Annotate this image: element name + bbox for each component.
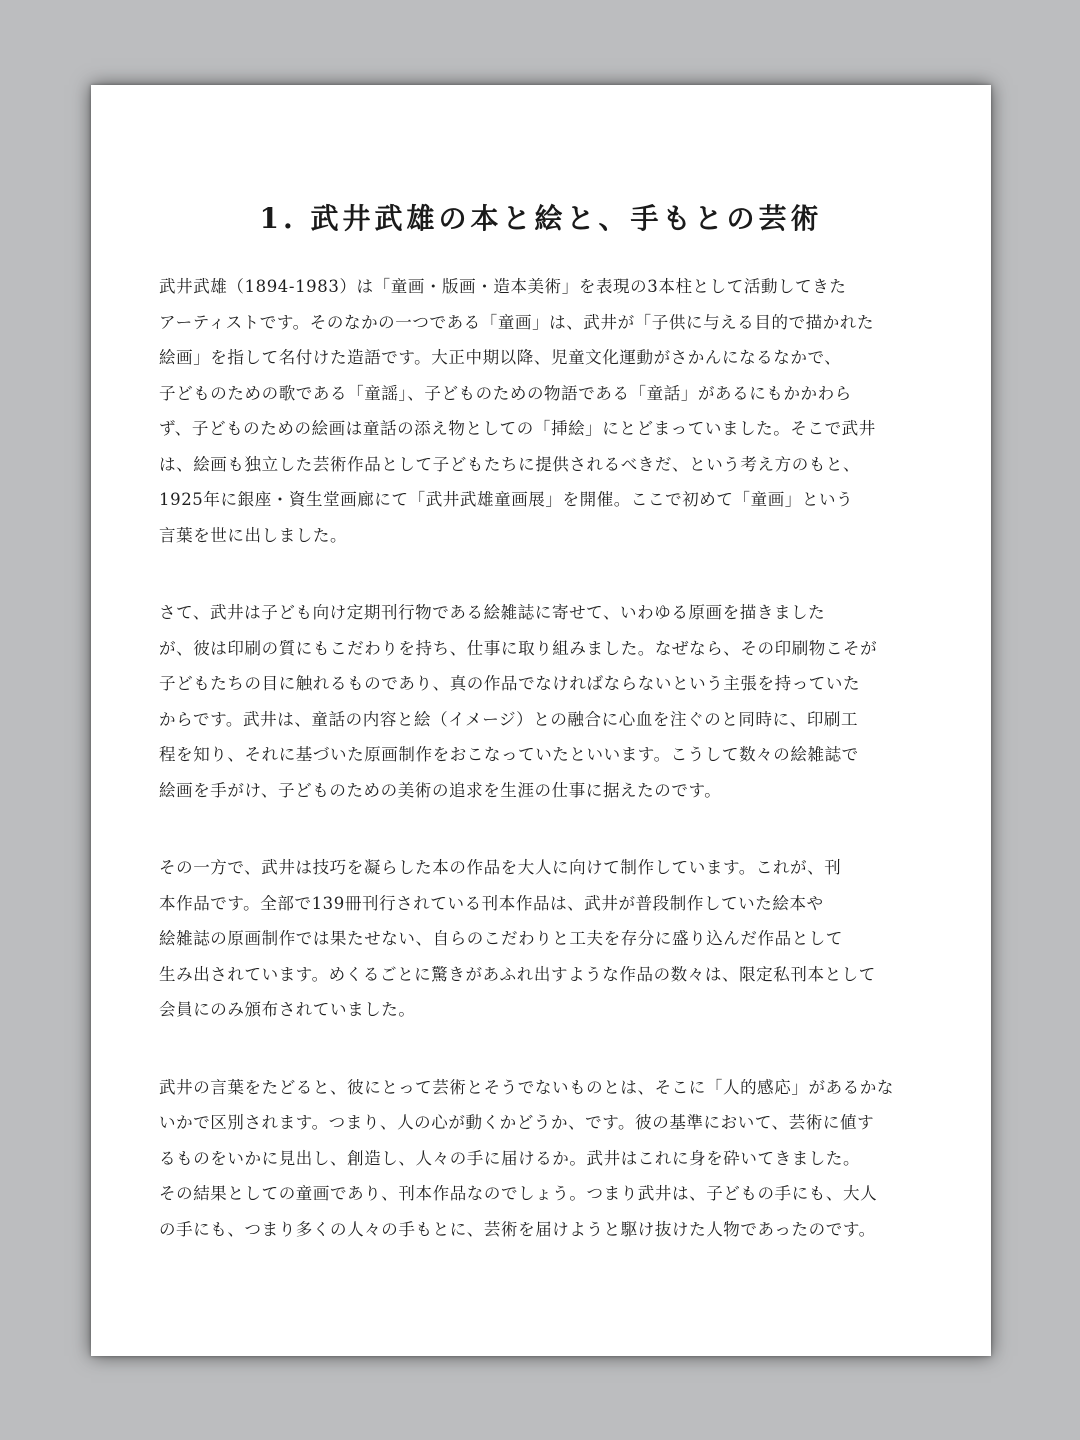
text-line: 絵画」を指して名付けた造語です。大正中期以降、児童文化運動がさかんになるなかで、: [159, 348, 842, 367]
text-line: からです。武井は、童話の内容と絵（イメージ）との融合に心血を注ぐのと同時に、印刷工: [159, 709, 859, 729]
text-line: 1925年に銀座・資生堂画廊にて「武井武雄童画展」を開催。ここで初めて「童画」という: [159, 490, 854, 509]
text-line: 生み出されています。めくるごとに驚きがあふれ出すような作品の数々は、限定私刊本として: [159, 964, 876, 984]
text-line: 本作品です。全部で139冊刊行されている刊本作品は、武井が普段制作していた絵本や: [159, 893, 824, 913]
text-line: 武井武雄（1894-1983）は「童画・版画・造本美術」を表現の3本柱として活動してきた: [159, 277, 847, 296]
text-line: が、彼は印刷の質にもこだわりを持ち、仕事に取り組みました。なぜなら、その印刷物こそが: [159, 638, 878, 658]
text-line: 絵雑誌の原画制作では果たせない、自らのこだわりと工夫を存分に盛り込んだ作品として: [159, 929, 843, 948]
text-line: は、絵画も独立した芸術作品として子どもたちに提供されるべきだ、という考え方のもと、: [159, 454, 861, 474]
page-title: 1. 武井武雄の本と絵と、手もとの芸術: [259, 202, 823, 235]
text-line: るものをいかに見出し、創造し、人々の手に届けるか。武井はこれに身を砕いてきました。: [159, 1148, 861, 1168]
paragraph: [159, 269, 923, 553]
text-line: ず、子どものための絵画は童話の添え物としての「挿絵」にとどまっていました。そこで武井: [159, 419, 876, 438]
text-line: 絵画を手がけ、子どものための美術の追求を生涯の仕事に据えたのです。: [159, 780, 722, 800]
text-line: 言葉を世に出しました。: [159, 525, 348, 545]
text-line: いかで区別されます。つまり、人の心が動くかどうか、です。彼の基準において、芸術に値す: [159, 1113, 875, 1132]
text-line: 程を知り、それに基づいた原画制作をおこなっていたといいます。こうして数々の絵雑誌で: [159, 745, 859, 764]
paragraph: [159, 595, 923, 808]
text-line: その結果としての童画であり、刊本作品なのでしょう。つまり武井は、子どもの手にも、大人: [159, 1184, 878, 1203]
text-line: その一方で、武井は技巧を凝らした本の作品を大人に向けて制作しています。これが、刊: [159, 858, 842, 877]
text-line: 武井の言葉をたどると、彼にとって芸術とそうでないものとは、そこに「人的感応」があるかな: [159, 1077, 894, 1097]
paragraph: [159, 850, 923, 1028]
text-line: 子どもたちの目に触れるものであり、真の作品でなければならないという主張を持っていた: [159, 674, 861, 693]
body-text: [159, 269, 923, 1289]
text-line: アーティストです。そのなかの一つである「童画」は、武井が「子供に与える目的で描かれた: [159, 312, 875, 332]
text-line: さて、武井は子ども向け定期刊行物である絵雑誌に寄せて、いわゆる原画を描きました: [159, 603, 826, 622]
document-page: [91, 85, 991, 1356]
text-line: の手にも、つまり多くの人々の手もとに、芸術を届けようと駆け抜けた人物であったのです。: [159, 1219, 876, 1239]
paragraph: [159, 1070, 923, 1248]
text-line: 子どものための歌である「童謡」、子どものための物語である「童話」があるにもかかわら: [159, 383, 852, 403]
text-line: 会員にのみ頒布されていました。: [159, 1000, 416, 1019]
